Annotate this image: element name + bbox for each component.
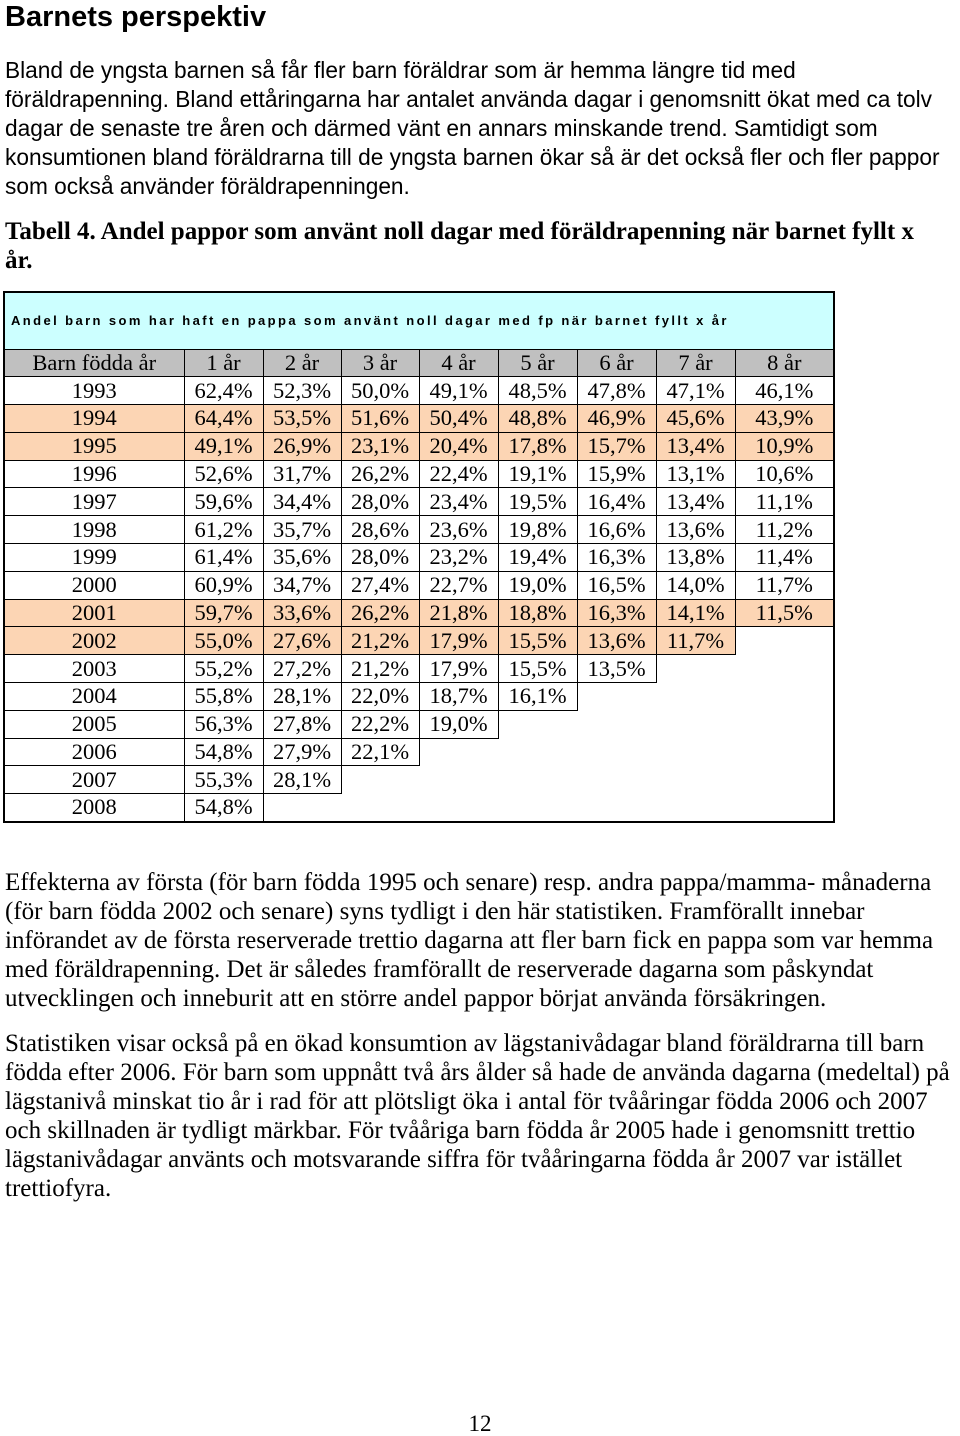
birth-year-cell: 1997 bbox=[4, 488, 184, 516]
column-header-age: 1 år bbox=[184, 349, 263, 377]
share-value-cell: 45,6% bbox=[656, 405, 735, 433]
table-row bbox=[4, 683, 834, 711]
share-value-cell: 33,6% bbox=[263, 599, 341, 627]
share-value-cell: 47,1% bbox=[656, 377, 735, 405]
column-header-age: 7 år bbox=[656, 349, 735, 377]
column-header-age: 5 år bbox=[498, 349, 577, 377]
table-row bbox=[4, 460, 834, 488]
share-value-cell: 28,1% bbox=[263, 683, 341, 711]
table-header-row bbox=[4, 349, 834, 377]
table-title: Andel barn som har haft en pappa som använt noll dagar med fp när barnet fyllt x år bbox=[4, 292, 834, 349]
share-value-cell: 49,1% bbox=[419, 377, 498, 405]
birth-year-cell: 2004 bbox=[4, 683, 184, 711]
effects-paragraph-line: utvecklingen och inneburit att en större andel pappor börjat använda försäkringen. bbox=[5, 985, 827, 1012]
empty-cell bbox=[656, 738, 735, 766]
share-value-cell: 28,6% bbox=[341, 516, 419, 544]
share-value-cell: 21,2% bbox=[341, 627, 419, 655]
share-value-cell: 13,4% bbox=[656, 488, 735, 516]
empty-cell bbox=[735, 655, 834, 683]
share-value-cell: 17,9% bbox=[419, 627, 498, 655]
empty-cell bbox=[656, 794, 735, 822]
share-value-cell: 13,4% bbox=[656, 432, 735, 460]
table-caption-line: Tabell 4. Andel pappor som använt noll dagar med föräldrapenning när barnet fyllt x bbox=[5, 218, 914, 245]
birth-year-cell: 1995 bbox=[4, 432, 184, 460]
share-value-cell: 14,0% bbox=[656, 571, 735, 599]
empty-cell bbox=[656, 710, 735, 738]
share-value-cell: 50,0% bbox=[341, 377, 419, 405]
intro-paragraph-line: föräldrapenning. Bland ettåringarna har antalet använda dagar i genomsnitt ökat med ca tolv bbox=[5, 86, 933, 112]
share-value-cell: 11,4% bbox=[735, 544, 834, 572]
share-value-cell: 51,6% bbox=[341, 405, 419, 433]
share-value-cell: 27,2% bbox=[263, 655, 341, 683]
share-value-cell: 15,7% bbox=[577, 432, 656, 460]
share-value-cell: 35,6% bbox=[263, 544, 341, 572]
share-value-cell: 26,9% bbox=[263, 432, 341, 460]
share-value-cell: 11,1% bbox=[735, 488, 834, 516]
share-value-cell: 54,8% bbox=[184, 794, 263, 822]
share-value-cell: 22,2% bbox=[341, 710, 419, 738]
share-value-cell: 20,4% bbox=[419, 432, 498, 460]
column-header-birth-year: Barn födda år bbox=[4, 349, 184, 377]
share-value-cell: 23,6% bbox=[419, 516, 498, 544]
share-value-cell: 22,4% bbox=[419, 460, 498, 488]
share-value-cell: 14,1% bbox=[656, 599, 735, 627]
share-value-cell: 16,5% bbox=[577, 571, 656, 599]
share-value-cell: 59,7% bbox=[184, 599, 263, 627]
share-value-cell: 35,7% bbox=[263, 516, 341, 544]
empty-cell bbox=[656, 655, 735, 683]
empty-cell bbox=[419, 738, 498, 766]
share-value-cell: 56,3% bbox=[184, 710, 263, 738]
share-value-cell: 13,5% bbox=[577, 655, 656, 683]
share-value-cell: 23,2% bbox=[419, 544, 498, 572]
empty-cell bbox=[263, 794, 341, 822]
empty-cell bbox=[498, 738, 577, 766]
share-value-cell: 34,4% bbox=[263, 488, 341, 516]
share-value-cell: 19,0% bbox=[419, 710, 498, 738]
share-value-cell: 28,1% bbox=[263, 766, 341, 794]
table-row bbox=[4, 432, 834, 460]
statistics-paragraph bbox=[5, 1029, 950, 1203]
share-value-cell: 54,8% bbox=[184, 738, 263, 766]
share-value-cell: 13,6% bbox=[577, 627, 656, 655]
empty-cell bbox=[498, 794, 577, 822]
empty-cell bbox=[735, 710, 834, 738]
statistics-paragraph-line: födda efter 2006. För barn som uppnått två års ålder så hade de använda dagarna (medeltal) på bbox=[5, 1059, 950, 1086]
share-value-cell: 62,4% bbox=[184, 377, 263, 405]
column-header-age: 4 år bbox=[419, 349, 498, 377]
share-value-cell: 18,8% bbox=[498, 599, 577, 627]
column-header-age: 6 år bbox=[577, 349, 656, 377]
share-value-cell: 64,4% bbox=[184, 405, 263, 433]
share-value-cell: 21,2% bbox=[341, 655, 419, 683]
empty-cell bbox=[498, 766, 577, 794]
statistics-paragraph-line: lägstanivådagar använts och motsvarande siffra för tvååringarna födda år 2007 var istället bbox=[5, 1146, 903, 1173]
share-value-cell: 19,8% bbox=[498, 516, 577, 544]
birth-year-cell: 2007 bbox=[4, 766, 184, 794]
table-row bbox=[4, 544, 834, 572]
birth-year-cell: 2003 bbox=[4, 655, 184, 683]
share-value-cell: 11,5% bbox=[735, 599, 834, 627]
share-value-cell: 49,1% bbox=[184, 432, 263, 460]
share-value-cell: 11,7% bbox=[656, 627, 735, 655]
share-value-cell: 27,4% bbox=[341, 571, 419, 599]
share-value-cell: 47,8% bbox=[577, 377, 656, 405]
empty-cell bbox=[735, 738, 834, 766]
table-row bbox=[4, 627, 834, 655]
share-value-cell: 17,9% bbox=[419, 655, 498, 683]
table-row bbox=[4, 405, 834, 433]
share-value-cell: 27,8% bbox=[263, 710, 341, 738]
share-value-cell: 50,4% bbox=[419, 405, 498, 433]
share-value-cell: 10,6% bbox=[735, 460, 834, 488]
share-value-cell: 46,1% bbox=[735, 377, 834, 405]
intro-paragraph-line: konsumtionen bland föräldrarna till de yngsta barnen ökar så är det också fler och fler pappor bbox=[5, 144, 940, 170]
share-value-cell: 28,0% bbox=[341, 544, 419, 572]
share-value-cell: 26,2% bbox=[341, 460, 419, 488]
share-value-cell: 60,9% bbox=[184, 571, 263, 599]
share-value-cell: 15,9% bbox=[577, 460, 656, 488]
table-row bbox=[4, 599, 834, 627]
empty-cell bbox=[656, 766, 735, 794]
share-value-cell: 55,0% bbox=[184, 627, 263, 655]
share-value-cell: 15,5% bbox=[498, 655, 577, 683]
intro-paragraph bbox=[5, 56, 940, 201]
share-value-cell: 34,7% bbox=[263, 571, 341, 599]
birth-year-cell: 1994 bbox=[4, 405, 184, 433]
share-value-cell: 55,8% bbox=[184, 683, 263, 711]
birth-year-cell: 1993 bbox=[4, 377, 184, 405]
empty-cell bbox=[419, 794, 498, 822]
effects-paragraph-line: Effekterna av första (för barn födda 1995 och senare) resp. andra pappa/mamma- månaderna bbox=[5, 869, 932, 896]
share-value-cell: 27,9% bbox=[263, 738, 341, 766]
share-value-cell: 21,8% bbox=[419, 599, 498, 627]
intro-paragraph-line: Bland de yngsta barnen så får fler barn föräldrar som är hemma längre tid med bbox=[5, 57, 796, 83]
column-header-age: 8 år bbox=[735, 349, 834, 377]
share-value-cell: 48,5% bbox=[498, 377, 577, 405]
share-value-cell: 13,1% bbox=[656, 460, 735, 488]
table-row bbox=[4, 516, 834, 544]
share-value-cell: 22,1% bbox=[341, 738, 419, 766]
share-value-cell: 13,6% bbox=[656, 516, 735, 544]
empty-cell bbox=[498, 710, 577, 738]
share-value-cell: 61,4% bbox=[184, 544, 263, 572]
share-value-cell: 55,3% bbox=[184, 766, 263, 794]
empty-cell bbox=[577, 794, 656, 822]
table-row bbox=[4, 377, 834, 405]
intro-paragraph-line: dagar de senaste tre åren och därmed vänt en annars minskande trend. Samtidigt som bbox=[5, 115, 878, 141]
table-title-row bbox=[4, 292, 834, 349]
share-value-cell: 46,9% bbox=[577, 405, 656, 433]
statistics-paragraph-line: lägstanivå minskat tio år i rad för att plötsligt öka i antal för tvååringar födda 2006 och 2007 bbox=[5, 1088, 928, 1115]
effects-paragraph-line: (för barn födda 2002 och senare) syns tydligt i den här statistiken. Framförallt innebar bbox=[5, 898, 865, 925]
share-value-cell: 22,0% bbox=[341, 683, 419, 711]
birth-year-cell: 1996 bbox=[4, 460, 184, 488]
intro-paragraph-line: som också använder föräldrapenningen. bbox=[5, 173, 410, 199]
empty-cell bbox=[577, 710, 656, 738]
share-value-cell: 16,6% bbox=[577, 516, 656, 544]
column-header-age: 3 år bbox=[341, 349, 419, 377]
statistics-paragraph-line: Statistiken visar också på en ökad konsumtion av lägstanivådagar bland föräldrarna till barn bbox=[5, 1030, 925, 1057]
share-value-cell: 61,2% bbox=[184, 516, 263, 544]
share-value-cell: 55,2% bbox=[184, 655, 263, 683]
share-value-cell: 19,0% bbox=[498, 571, 577, 599]
share-value-cell: 23,4% bbox=[419, 488, 498, 516]
share-value-cell: 10,9% bbox=[735, 432, 834, 460]
effects-paragraph-line: införandet av de första reserverade trettio dagarna att fler barn fick en pappa som var hemma bbox=[5, 927, 934, 954]
table-row bbox=[4, 766, 834, 794]
share-value-cell: 27,6% bbox=[263, 627, 341, 655]
table-caption bbox=[5, 217, 914, 275]
empty-cell bbox=[577, 738, 656, 766]
share-value-cell: 16,1% bbox=[498, 683, 577, 711]
share-value-cell: 16,4% bbox=[577, 488, 656, 516]
share-value-cell: 17,8% bbox=[498, 432, 577, 460]
empty-cell bbox=[577, 766, 656, 794]
table-body bbox=[4, 377, 834, 822]
empty-cell bbox=[656, 683, 735, 711]
share-value-cell: 28,0% bbox=[341, 488, 419, 516]
share-value-cell: 59,6% bbox=[184, 488, 263, 516]
statistics-paragraph-line: trettiofyra. bbox=[5, 1175, 112, 1202]
share-value-cell: 19,5% bbox=[498, 488, 577, 516]
share-value-cell: 16,3% bbox=[577, 544, 656, 572]
share-value-cell: 19,1% bbox=[498, 460, 577, 488]
effects-paragraph bbox=[5, 868, 933, 1013]
share-value-cell: 23,1% bbox=[341, 432, 419, 460]
share-value-cell: 11,7% bbox=[735, 571, 834, 599]
table-row bbox=[4, 794, 834, 822]
table-row bbox=[4, 710, 834, 738]
empty-cell bbox=[735, 627, 834, 655]
share-value-cell: 19,4% bbox=[498, 544, 577, 572]
birth-year-cell: 1999 bbox=[4, 544, 184, 572]
birth-year-cell: 2000 bbox=[4, 571, 184, 599]
share-value-cell: 26,2% bbox=[341, 599, 419, 627]
column-header-age: 2 år bbox=[263, 349, 341, 377]
share-value-cell: 16,3% bbox=[577, 599, 656, 627]
birth-year-cell: 2002 bbox=[4, 627, 184, 655]
birth-year-cell: 2001 bbox=[4, 599, 184, 627]
share-value-cell: 11,2% bbox=[735, 516, 834, 544]
share-value-cell: 52,3% bbox=[263, 377, 341, 405]
share-value-cell: 48,8% bbox=[498, 405, 577, 433]
statistics-paragraph-line: och skillnaden är tydligt märkbar. För tvååriga barn födda år 2005 hade i genomsnitt trettio bbox=[5, 1117, 916, 1144]
birth-year-cell: 1998 bbox=[4, 516, 184, 544]
fathers-zero-days-table bbox=[3, 291, 835, 823]
table-row bbox=[4, 488, 834, 516]
share-value-cell: 18,7% bbox=[419, 683, 498, 711]
birth-year-cell: 2008 bbox=[4, 794, 184, 822]
share-value-cell: 43,9% bbox=[735, 405, 834, 433]
section-heading: Barnets perspektiv bbox=[5, 1, 267, 33]
share-value-cell: 52,6% bbox=[184, 460, 263, 488]
page-number: 12 bbox=[468, 1411, 492, 1436]
share-value-cell: 31,7% bbox=[263, 460, 341, 488]
empty-cell bbox=[735, 683, 834, 711]
effects-paragraph-line: med föräldrapenning. Det är således framförallt de reserverade dagarna som påskyndat bbox=[5, 956, 874, 983]
birth-year-cell: 2005 bbox=[4, 710, 184, 738]
table-caption-line: år. bbox=[5, 247, 33, 274]
empty-cell bbox=[341, 766, 419, 794]
share-value-cell: 53,5% bbox=[263, 405, 341, 433]
table-row bbox=[4, 571, 834, 599]
empty-cell bbox=[577, 683, 656, 711]
table-row bbox=[4, 655, 834, 683]
share-value-cell: 13,8% bbox=[656, 544, 735, 572]
empty-cell bbox=[341, 794, 419, 822]
empty-cell bbox=[735, 794, 834, 822]
table-row bbox=[4, 738, 834, 766]
share-value-cell: 22,7% bbox=[419, 571, 498, 599]
share-value-cell: 15,5% bbox=[498, 627, 577, 655]
empty-cell bbox=[735, 766, 834, 794]
birth-year-cell: 2006 bbox=[4, 738, 184, 766]
empty-cell bbox=[419, 766, 498, 794]
